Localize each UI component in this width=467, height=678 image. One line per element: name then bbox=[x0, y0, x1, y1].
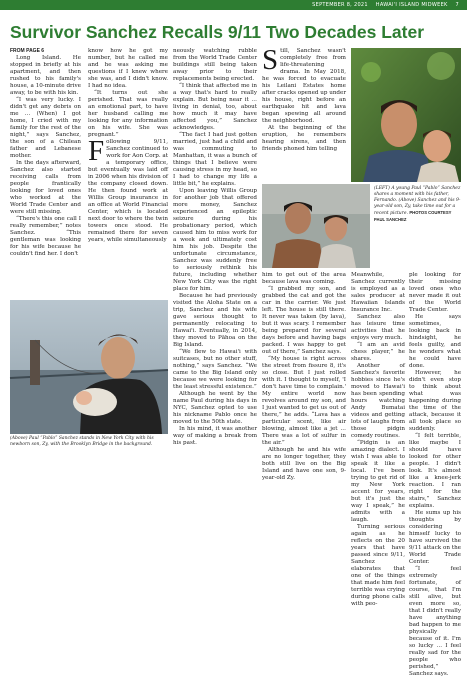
photo-credit: PHOTOS COURTESY PAUL SANCHEZ bbox=[374, 210, 452, 222]
body-paragraph: Although he and his wife are no longer together, they both still live on the Big Island and have one son, 9-year-old Zy. bbox=[262, 447, 346, 481]
photo-caption-right bbox=[374, 186, 461, 266]
caption-right-text: (LEFT) A young Paul “Pablo” Sanchez shares a moment with his father, Fernando. (Above) Sanchez and his 9-year-old son, Zy, take time out for a recent picture. bbox=[374, 186, 461, 216]
col5-paragraphs bbox=[351, 272, 405, 608]
body-paragraph: Sanchez also has leisure time activities that he enjoys very much. bbox=[351, 314, 405, 341]
body-paragraph: “We flew to Hawai'i with suitcases, but no other stuff, nothing,” says Sanchez. “We came to the Big Island only because we were looking for the least stressful existence.” bbox=[173, 349, 257, 390]
body-paragraph: ple looking for their missing loved ones who never made it out of the World Trade Center. bbox=[409, 272, 461, 313]
body-paragraph: “The fact I had just gotten married, just had a child and was commuting to Manhattan, it was a bunch of things that I believe were causing stress in my head, so I had to change my life a little bit,” he explains. bbox=[173, 132, 257, 187]
photo-sanchez-with-son bbox=[351, 48, 461, 182]
photo-father-and-son-portrait bbox=[351, 48, 461, 182]
col6-paragraphs bbox=[409, 272, 461, 678]
publication-name: HAWAI'I ISLAND MIDWEEK bbox=[375, 2, 448, 8]
col4b-paragraphs bbox=[262, 272, 346, 482]
photo-young-sanchez-with-father bbox=[262, 184, 370, 268]
photo-caption-left: (Above) Paul “Pablo” Sanchez stands in New York City with his newborn son, Zy, with the Brooklyn Bridge in the background. bbox=[10, 436, 154, 447]
article-column-4-bottom bbox=[262, 272, 346, 481]
article-column-6 bbox=[409, 272, 461, 677]
dropcap-letter: F bbox=[88, 135, 105, 167]
issue-date: SEPTEMBER 8, 2021 bbox=[312, 2, 368, 8]
body-paragraph: Turning serious again as he reflects on the 20 years that have passed since 9/11, Sanchez elaborates that one of the things that made him feel terrible was crying during phone calls with peo- bbox=[351, 524, 405, 607]
body-paragraph: Another of Sanchez's favorite hobbies since he's moved to Hawai'i has been spending hours watching Andy Bumatai videos and getting lots of laughs from those pidgin comedy routines. bbox=[351, 363, 405, 439]
body-paragraph: “There's this one call I really remember,” notes Sanchez. “This gentleman was looking for his wife because he couldn't find her. I don't bbox=[10, 216, 81, 257]
body-paragraph: Although he went by the name Paul during his days in NYC, Sanchez opted to use his nickname Pablo once he moved to the 50th state. bbox=[173, 391, 257, 425]
body-paragraph: “I am an avid chess player,” he shares. bbox=[351, 342, 405, 362]
col2-paragraphs bbox=[88, 48, 168, 139]
body-paragraph: In the days afterward, Sanchez also started receiving calls from people frantically looking for loved ones who worked at the World Trade Center and were still missing. bbox=[10, 160, 81, 215]
dropcap-paragraph-1: Following 9/11, Sanchez continued to work for Aon Corp. at a temporary office, but eventually was laid off in 2006 when his division of the company closed down. He then found work at Willis Group insurance in an office at World Financial Center, which is located next door to where the twin towers once stood. He remained there for seven years, while simultaneously bbox=[88, 135, 168, 243]
body-paragraph: know how he got my number, but he called me and he was asking me questions if I knew where she was, and I didn't know. I had no idea. bbox=[88, 48, 168, 89]
body-paragraph: Meanwhile, Sanchez currently is employed as a sales producer at Hawaiian Islands Insurance Inc. bbox=[351, 272, 405, 313]
jump-kicker: FROM PAGE 6 bbox=[10, 48, 45, 54]
body-paragraph: “I grabbed my son, and grabbed the cat and got the car in the carrier. We just left. The house is still there. It never was taken (by lava), but it was scary. I remember being prepared for several days before and having bags packed. I was happy to get out of there,” Sanchez says. bbox=[262, 286, 346, 355]
body-paragraph: Because he had previously visited the Aloha State on a trip, Sanchez and his wife gave serious thought to permanently relocating to Hawai'i. Eventually, in 2014, they moved to Pāhoa on the Big Island. bbox=[173, 293, 257, 348]
body-paragraph: “My house is right across the street from fissure 8, it's so close. But I just rolled with it. I thought to myself, 'I don't have time to complain.' My entire world now revolves around my son, and I just wanted to get us out of there,” he adds. “Lava has a particular scent, like air blowing, almost like a jet … There was a lot of sulfur in the air.” bbox=[262, 356, 346, 446]
article-column-5 bbox=[351, 272, 405, 607]
body-paragraph: Long Island. He stopped in briefly at his apartment, and then rushed to his family's house, a 10-minute drive away, to be with his kin. bbox=[10, 55, 81, 96]
body-paragraph: He sums up his thoughts by considering himself lucky to have survived the 9/11 attack on the World Trade Center. bbox=[409, 510, 461, 565]
photo-sanchez-with-newborn bbox=[10, 300, 168, 434]
dropcap-paragraph-2: Still, Sanchez wasn't completely free from life-threatening drama. In May 2018, he was forced to evacuate his Leilani Estates home after cracks opened up under his house, right before an earthquake hit and lava began spewing all around the neighborhood. bbox=[262, 44, 346, 124]
page-header-text bbox=[306, 0, 459, 10]
body-paragraph: “I feel extremely fortunate, of course, that I'm still alive, but even more so, that I didn't really have anything bad happen to me physically because of it. I'm so lucky … I feel really sad for the people who perished,” Sanchez says. bbox=[409, 566, 461, 677]
body-paragraph: “I felt terrible, like maybe I should have looked for other people. I didn't look. It's almost like a knee-jerk reaction. I ran right for the stairs,” Sanchez explains. bbox=[409, 433, 461, 509]
body-paragraph: “Pidgin is an amazing dialect. I wish I was able to speak it like a local. I've been trying to get rid of my New York accent for years, but it's just the way I speak,” he admits with a laugh. bbox=[351, 440, 405, 523]
body-paragraph: In his mind, it was another way of making a break from his past. bbox=[173, 426, 257, 446]
body-paragraph: “I was very lucky. I didn't get any debris on me … (When) I got home, I cried with my family for the rest of the night,” says Sanchez, the son of a Chilean father and Lebanese mother. bbox=[10, 97, 81, 159]
dropcap-letter-s: S bbox=[262, 44, 279, 76]
body-paragraph: neously watching rubble from the World Trade Center buildings still being taken away prior to their replacements being erected. bbox=[173, 48, 257, 82]
body-paragraph: “It turns out she perished. That was really an emotional part, to have her husband calling me looking for any information on his wife. She was pregnant.” bbox=[88, 90, 168, 138]
col1-paragraphs bbox=[10, 55, 81, 258]
body-paragraph: However, he didn't even stop to think about what was happening during the time of the attack, because it all took place so suddenly. bbox=[409, 370, 461, 432]
body-paragraph: “I think that affected me in a way that's hard to really explain. But being near it … living in denial, too, about how much it may have affected you,” Sanchez acknowledges. bbox=[173, 83, 257, 131]
photo-young-paul-and-fernando bbox=[262, 184, 370, 268]
page-header-bar bbox=[0, 0, 467, 10]
article-column-4-top bbox=[262, 44, 346, 206]
article-headline: Survivor Sanchez Recalls 9/11 Two Decades Later bbox=[10, 22, 425, 42]
col3-paragraphs bbox=[173, 48, 257, 447]
body-paragraph: him to get out of the area because lava was coming. bbox=[262, 272, 346, 285]
photo-father-newborn-brooklyn-bridge bbox=[10, 300, 168, 434]
body-paragraph: Upon leaving Willis Group for another job that offered more money, Sanchez experienced an epileptic seizure during his probationary period, which caused him to miss work for a week and ultimately cost him his job. Despite the unfortunate circumstance, Sanchez was suddenly free to seriously rethink his future, including whether New York City was the right place for him. bbox=[173, 188, 257, 292]
article-column-3 bbox=[173, 48, 257, 476]
page-number: 7 bbox=[455, 2, 459, 8]
col4-paragraphs bbox=[262, 125, 346, 153]
body-paragraph: At the beginning of the eruption, he remembers hearing sirens, and then friends phoned him telling bbox=[262, 125, 346, 152]
body-paragraph: He says sometimes, looking back in hindsight, he feels guilty, and he wonders what he could have done. bbox=[409, 314, 461, 369]
